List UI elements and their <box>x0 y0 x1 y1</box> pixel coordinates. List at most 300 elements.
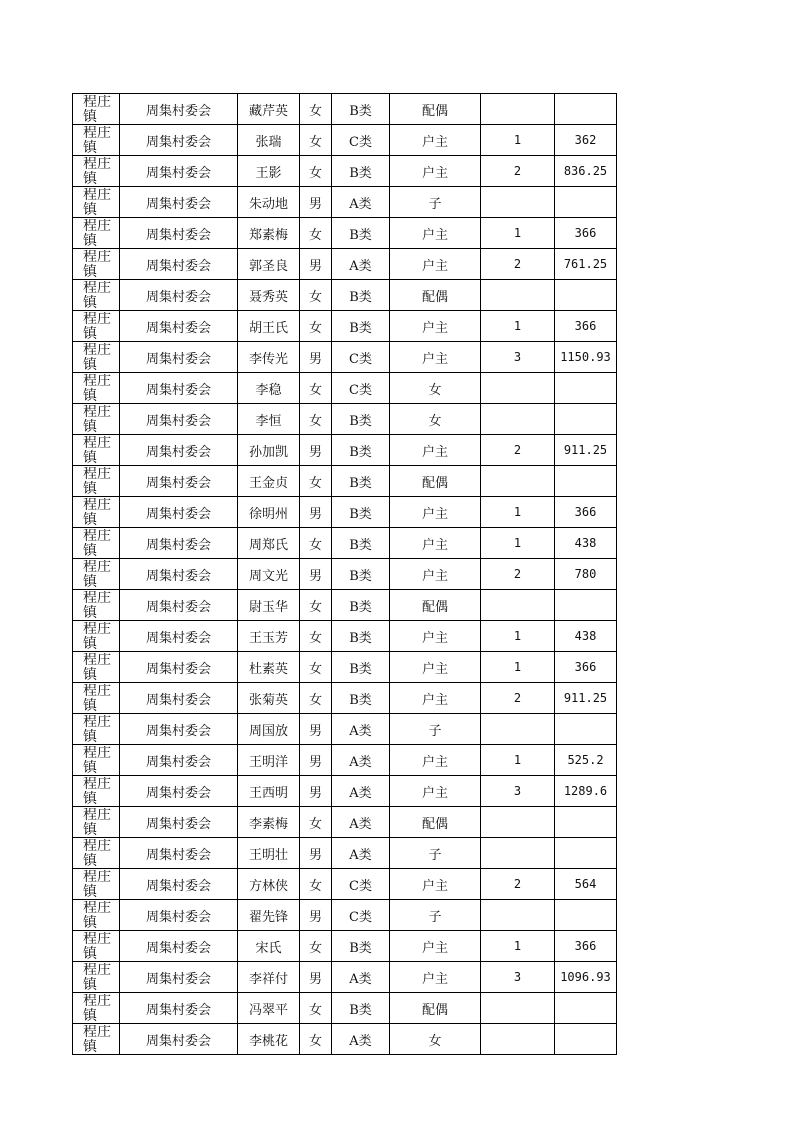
sex-cell: 男 <box>300 745 332 776</box>
town-cell <box>73 776 120 807</box>
town-text: 程庄镇 <box>83 746 111 775</box>
relation-cell: 配偶 <box>390 94 481 125</box>
category-cell: C类 <box>332 869 390 900</box>
count-cell <box>481 590 555 621</box>
category-cell: B类 <box>332 218 390 249</box>
table-row <box>73 1024 617 1055</box>
town-text: 程庄镇 <box>83 1025 111 1054</box>
village-cell: 周集村委会 <box>120 342 238 373</box>
relation-cell: 配偶 <box>390 993 481 1024</box>
count-cell <box>481 807 555 838</box>
village-cell: 周集村委会 <box>120 962 238 993</box>
name-cell: 周国放 <box>238 714 300 745</box>
count-cell: 1 <box>481 931 555 962</box>
name-cell: 李祥付 <box>238 962 300 993</box>
table-row <box>73 683 617 714</box>
table-row <box>73 838 617 869</box>
count-cell: 3 <box>481 342 555 373</box>
relation-cell: 配偶 <box>390 280 481 311</box>
category-cell: B类 <box>332 497 390 528</box>
category-cell: A类 <box>332 807 390 838</box>
table-row <box>73 621 617 652</box>
village-cell: 周集村委会 <box>120 683 238 714</box>
table-row <box>73 993 617 1024</box>
category-cell: B类 <box>332 156 390 187</box>
count-cell: 1 <box>481 218 555 249</box>
category-cell: B类 <box>332 993 390 1024</box>
category-cell: C类 <box>332 342 390 373</box>
count-cell: 2 <box>481 869 555 900</box>
town-cell <box>73 838 120 869</box>
category-cell: C类 <box>332 373 390 404</box>
table-row <box>73 807 617 838</box>
name-cell: 李恒 <box>238 404 300 435</box>
town-text: 程庄镇 <box>83 932 111 961</box>
relation-cell: 户主 <box>390 683 481 714</box>
category-cell: C类 <box>332 125 390 156</box>
category-cell: A类 <box>332 745 390 776</box>
town-text: 程庄镇 <box>83 808 111 837</box>
category-cell: B类 <box>332 652 390 683</box>
village-cell: 周集村委会 <box>120 466 238 497</box>
count-cell: 1 <box>481 497 555 528</box>
amount-cell: 564 <box>555 869 617 900</box>
name-cell: 藏芹英 <box>238 94 300 125</box>
category-cell: A类 <box>332 249 390 280</box>
relation-cell: 户主 <box>390 621 481 652</box>
count-cell: 1 <box>481 528 555 559</box>
table-row <box>73 187 617 218</box>
village-cell: 周集村委会 <box>120 156 238 187</box>
village-cell: 周集村委会 <box>120 559 238 590</box>
sex-cell: 女 <box>300 931 332 962</box>
sex-cell: 女 <box>300 94 332 125</box>
town-text: 程庄镇 <box>83 622 111 651</box>
category-cell: A类 <box>332 838 390 869</box>
table-row <box>73 559 617 590</box>
category-cell: B类 <box>332 311 390 342</box>
sex-cell: 女 <box>300 280 332 311</box>
town-text: 程庄镇 <box>83 653 111 682</box>
town-text: 程庄镇 <box>83 870 111 899</box>
town-cell <box>73 807 120 838</box>
town-cell <box>73 373 120 404</box>
town-text: 程庄镇 <box>83 436 111 465</box>
amount-cell: 366 <box>555 931 617 962</box>
town-cell <box>73 497 120 528</box>
village-cell: 周集村委会 <box>120 125 238 156</box>
name-cell: 冯翠平 <box>238 993 300 1024</box>
amount-cell: 1150.93 <box>555 342 617 373</box>
village-cell: 周集村委会 <box>120 373 238 404</box>
village-cell: 周集村委会 <box>120 776 238 807</box>
name-cell: 王明壮 <box>238 838 300 869</box>
count-cell <box>481 900 555 931</box>
amount-cell: 1289.6 <box>555 776 617 807</box>
amount-cell <box>555 900 617 931</box>
table-row <box>73 435 617 466</box>
town-text: 程庄镇 <box>83 126 111 155</box>
sex-cell: 女 <box>300 869 332 900</box>
table-row <box>73 249 617 280</box>
count-cell: 2 <box>481 249 555 280</box>
name-cell: 李素梅 <box>238 807 300 838</box>
name-cell: 张瑞 <box>238 125 300 156</box>
sex-cell: 女 <box>300 652 332 683</box>
town-cell <box>73 621 120 652</box>
table-row <box>73 900 617 931</box>
amount-cell: 761.25 <box>555 249 617 280</box>
relation-cell: 户主 <box>390 869 481 900</box>
town-cell <box>73 280 120 311</box>
sex-cell: 男 <box>300 249 332 280</box>
town-cell <box>73 559 120 590</box>
category-cell: A类 <box>332 962 390 993</box>
name-cell: 方林侠 <box>238 869 300 900</box>
category-cell: A类 <box>332 1024 390 1055</box>
amount-cell <box>555 466 617 497</box>
village-cell: 周集村委会 <box>120 218 238 249</box>
relation-cell: 户主 <box>390 559 481 590</box>
count-cell <box>481 404 555 435</box>
town-text: 程庄镇 <box>83 281 111 310</box>
category-cell: B类 <box>332 94 390 125</box>
amount-cell: 525.2 <box>555 745 617 776</box>
relation-cell: 户主 <box>390 528 481 559</box>
category-cell: B类 <box>332 435 390 466</box>
category-cell: C类 <box>332 900 390 931</box>
category-cell: B类 <box>332 280 390 311</box>
name-cell: 郭圣良 <box>238 249 300 280</box>
village-cell: 周集村委会 <box>120 993 238 1024</box>
town-text: 程庄镇 <box>83 591 111 620</box>
amount-cell <box>555 94 617 125</box>
amount-cell <box>555 373 617 404</box>
amount-cell: 438 <box>555 621 617 652</box>
sex-cell: 男 <box>300 435 332 466</box>
category-cell: B类 <box>332 466 390 497</box>
table-row <box>73 869 617 900</box>
count-cell <box>481 187 555 218</box>
count-cell <box>481 280 555 311</box>
count-cell <box>481 993 555 1024</box>
count-cell: 2 <box>481 559 555 590</box>
name-cell: 王金贞 <box>238 466 300 497</box>
town-cell <box>73 156 120 187</box>
relation-cell: 户主 <box>390 652 481 683</box>
town-cell <box>73 652 120 683</box>
relation-cell: 户主 <box>390 342 481 373</box>
town-cell <box>73 249 120 280</box>
sex-cell: 女 <box>300 807 332 838</box>
amount-cell: 1096.93 <box>555 962 617 993</box>
village-cell: 周集村委会 <box>120 404 238 435</box>
name-cell: 王玉芳 <box>238 621 300 652</box>
sex-cell: 女 <box>300 311 332 342</box>
name-cell: 王西明 <box>238 776 300 807</box>
table-row <box>73 528 617 559</box>
name-cell: 李桃花 <box>238 1024 300 1055</box>
sex-cell: 男 <box>300 559 332 590</box>
table-row <box>73 931 617 962</box>
table-row <box>73 218 617 249</box>
name-cell: 李传光 <box>238 342 300 373</box>
count-cell: 3 <box>481 962 555 993</box>
village-cell: 周集村委会 <box>120 652 238 683</box>
category-cell: A类 <box>332 714 390 745</box>
name-cell: 张菊英 <box>238 683 300 714</box>
town-cell <box>73 435 120 466</box>
table-row <box>73 280 617 311</box>
village-cell: 周集村委会 <box>120 94 238 125</box>
category-cell: B类 <box>332 559 390 590</box>
amount-cell <box>555 590 617 621</box>
village-cell: 周集村委会 <box>120 280 238 311</box>
sex-cell: 女 <box>300 373 332 404</box>
category-cell: A类 <box>332 187 390 218</box>
town-cell <box>73 342 120 373</box>
relation-cell: 户主 <box>390 931 481 962</box>
village-cell: 周集村委会 <box>120 311 238 342</box>
town-cell <box>73 683 120 714</box>
name-cell: 孙加凯 <box>238 435 300 466</box>
relation-cell: 户主 <box>390 497 481 528</box>
town-text: 程庄镇 <box>83 684 111 713</box>
name-cell: 王影 <box>238 156 300 187</box>
amount-cell <box>555 187 617 218</box>
count-cell: 1 <box>481 125 555 156</box>
category-cell: B类 <box>332 528 390 559</box>
town-cell <box>73 404 120 435</box>
sex-cell: 女 <box>300 1024 332 1055</box>
town-cell <box>73 962 120 993</box>
table-row <box>73 125 617 156</box>
town-text: 程庄镇 <box>83 839 111 868</box>
category-cell: B类 <box>332 590 390 621</box>
town-cell <box>73 311 120 342</box>
table-row <box>73 745 617 776</box>
amount-cell: 362 <box>555 125 617 156</box>
town-text: 程庄镇 <box>83 777 111 806</box>
count-cell: 2 <box>481 156 555 187</box>
category-cell: B类 <box>332 621 390 652</box>
town-cell <box>73 1024 120 1055</box>
sex-cell: 男 <box>300 497 332 528</box>
count-cell <box>481 466 555 497</box>
sex-cell: 女 <box>300 466 332 497</box>
category-cell: B类 <box>332 931 390 962</box>
sex-cell: 男 <box>300 714 332 745</box>
sex-cell: 女 <box>300 156 332 187</box>
town-text: 程庄镇 <box>83 498 111 527</box>
relation-cell: 配偶 <box>390 466 481 497</box>
roster-table <box>72 93 617 1055</box>
amount-cell <box>555 993 617 1024</box>
town-text: 程庄镇 <box>83 188 111 217</box>
relation-cell: 女 <box>390 404 481 435</box>
relation-cell: 配偶 <box>390 807 481 838</box>
village-cell: 周集村委会 <box>120 590 238 621</box>
village-cell: 周集村委会 <box>120 869 238 900</box>
town-cell <box>73 993 120 1024</box>
table-row <box>73 94 617 125</box>
sex-cell: 男 <box>300 900 332 931</box>
town-text: 程庄镇 <box>83 250 111 279</box>
sex-cell: 女 <box>300 404 332 435</box>
village-cell: 周集村委会 <box>120 745 238 776</box>
amount-cell: 438 <box>555 528 617 559</box>
sex-cell: 女 <box>300 683 332 714</box>
sex-cell: 女 <box>300 993 332 1024</box>
amount-cell <box>555 1024 617 1055</box>
count-cell: 3 <box>481 776 555 807</box>
amount-cell: 366 <box>555 497 617 528</box>
table-row <box>73 714 617 745</box>
count-cell <box>481 838 555 869</box>
village-cell: 周集村委会 <box>120 838 238 869</box>
table-row <box>73 497 617 528</box>
relation-cell: 户主 <box>390 125 481 156</box>
amount-cell: 366 <box>555 218 617 249</box>
count-cell <box>481 1024 555 1055</box>
table-row <box>73 466 617 497</box>
relation-cell: 女 <box>390 1024 481 1055</box>
name-cell: 杜素英 <box>238 652 300 683</box>
town-text: 程庄镇 <box>83 374 111 403</box>
sex-cell: 男 <box>300 342 332 373</box>
amount-cell <box>555 838 617 869</box>
amount-cell: 911.25 <box>555 435 617 466</box>
town-text: 程庄镇 <box>83 467 111 496</box>
count-cell <box>481 714 555 745</box>
count-cell: 2 <box>481 435 555 466</box>
name-cell: 尉玉华 <box>238 590 300 621</box>
sex-cell: 女 <box>300 125 332 156</box>
relation-cell: 户主 <box>390 962 481 993</box>
count-cell: 1 <box>481 745 555 776</box>
town-cell <box>73 466 120 497</box>
relation-cell: 女 <box>390 373 481 404</box>
village-cell: 周集村委会 <box>120 249 238 280</box>
table-row <box>73 156 617 187</box>
village-cell: 周集村委会 <box>120 714 238 745</box>
name-cell: 宋氏 <box>238 931 300 962</box>
town-text: 程庄镇 <box>83 95 111 124</box>
village-cell: 周集村委会 <box>120 497 238 528</box>
sex-cell: 女 <box>300 621 332 652</box>
village-cell: 周集村委会 <box>120 435 238 466</box>
town-text: 程庄镇 <box>83 963 111 992</box>
town-text: 程庄镇 <box>83 312 111 341</box>
sex-cell: 男 <box>300 776 332 807</box>
village-cell: 周集村委会 <box>120 621 238 652</box>
town-text: 程庄镇 <box>83 219 111 248</box>
name-cell: 翟先锋 <box>238 900 300 931</box>
sex-cell: 女 <box>300 590 332 621</box>
table-body <box>73 94 617 1055</box>
amount-cell <box>555 280 617 311</box>
town-cell <box>73 218 120 249</box>
amount-cell: 366 <box>555 652 617 683</box>
town-cell <box>73 931 120 962</box>
town-text: 程庄镇 <box>83 157 111 186</box>
table-row <box>73 342 617 373</box>
count-cell: 2 <box>481 683 555 714</box>
town-cell <box>73 187 120 218</box>
village-cell: 周集村委会 <box>120 807 238 838</box>
count-cell <box>481 373 555 404</box>
amount-cell: 366 <box>555 311 617 342</box>
town-cell <box>73 869 120 900</box>
town-text: 程庄镇 <box>83 529 111 558</box>
table-row <box>73 962 617 993</box>
name-cell: 朱动地 <box>238 187 300 218</box>
table-row <box>73 373 617 404</box>
table-row <box>73 590 617 621</box>
amount-cell <box>555 807 617 838</box>
relation-cell: 子 <box>390 187 481 218</box>
town-cell <box>73 745 120 776</box>
table-row <box>73 652 617 683</box>
relation-cell: 户主 <box>390 218 481 249</box>
town-cell <box>73 528 120 559</box>
relation-cell: 户主 <box>390 435 481 466</box>
name-cell: 徐明州 <box>238 497 300 528</box>
name-cell: 周郑氏 <box>238 528 300 559</box>
category-cell: B类 <box>332 683 390 714</box>
count-cell <box>481 94 555 125</box>
name-cell: 王明洋 <box>238 745 300 776</box>
sex-cell: 男 <box>300 838 332 869</box>
sex-cell: 女 <box>300 218 332 249</box>
relation-cell: 户主 <box>390 249 481 280</box>
village-cell: 周集村委会 <box>120 187 238 218</box>
amount-cell: 780 <box>555 559 617 590</box>
village-cell: 周集村委会 <box>120 1024 238 1055</box>
table-row <box>73 776 617 807</box>
town-text: 程庄镇 <box>83 343 111 372</box>
sex-cell: 女 <box>300 528 332 559</box>
village-cell: 周集村委会 <box>120 900 238 931</box>
sex-cell: 男 <box>300 962 332 993</box>
relation-cell: 子 <box>390 838 481 869</box>
town-cell <box>73 900 120 931</box>
relation-cell: 户主 <box>390 745 481 776</box>
category-cell: A类 <box>332 776 390 807</box>
count-cell: 1 <box>481 621 555 652</box>
name-cell: 周文光 <box>238 559 300 590</box>
name-cell: 李稳 <box>238 373 300 404</box>
village-cell: 周集村委会 <box>120 528 238 559</box>
town-text: 程庄镇 <box>83 560 111 589</box>
relation-cell: 户主 <box>390 156 481 187</box>
count-cell: 1 <box>481 311 555 342</box>
town-cell <box>73 125 120 156</box>
amount-cell <box>555 714 617 745</box>
amount-cell <box>555 404 617 435</box>
table-row <box>73 311 617 342</box>
town-cell <box>73 714 120 745</box>
town-text: 程庄镇 <box>83 405 111 434</box>
village-cell: 周集村委会 <box>120 931 238 962</box>
amount-cell: 836.25 <box>555 156 617 187</box>
town-text: 程庄镇 <box>83 901 111 930</box>
relation-cell: 户主 <box>390 311 481 342</box>
relation-cell: 户主 <box>390 776 481 807</box>
amount-cell: 911.25 <box>555 683 617 714</box>
town-cell <box>73 94 120 125</box>
sex-cell: 男 <box>300 187 332 218</box>
